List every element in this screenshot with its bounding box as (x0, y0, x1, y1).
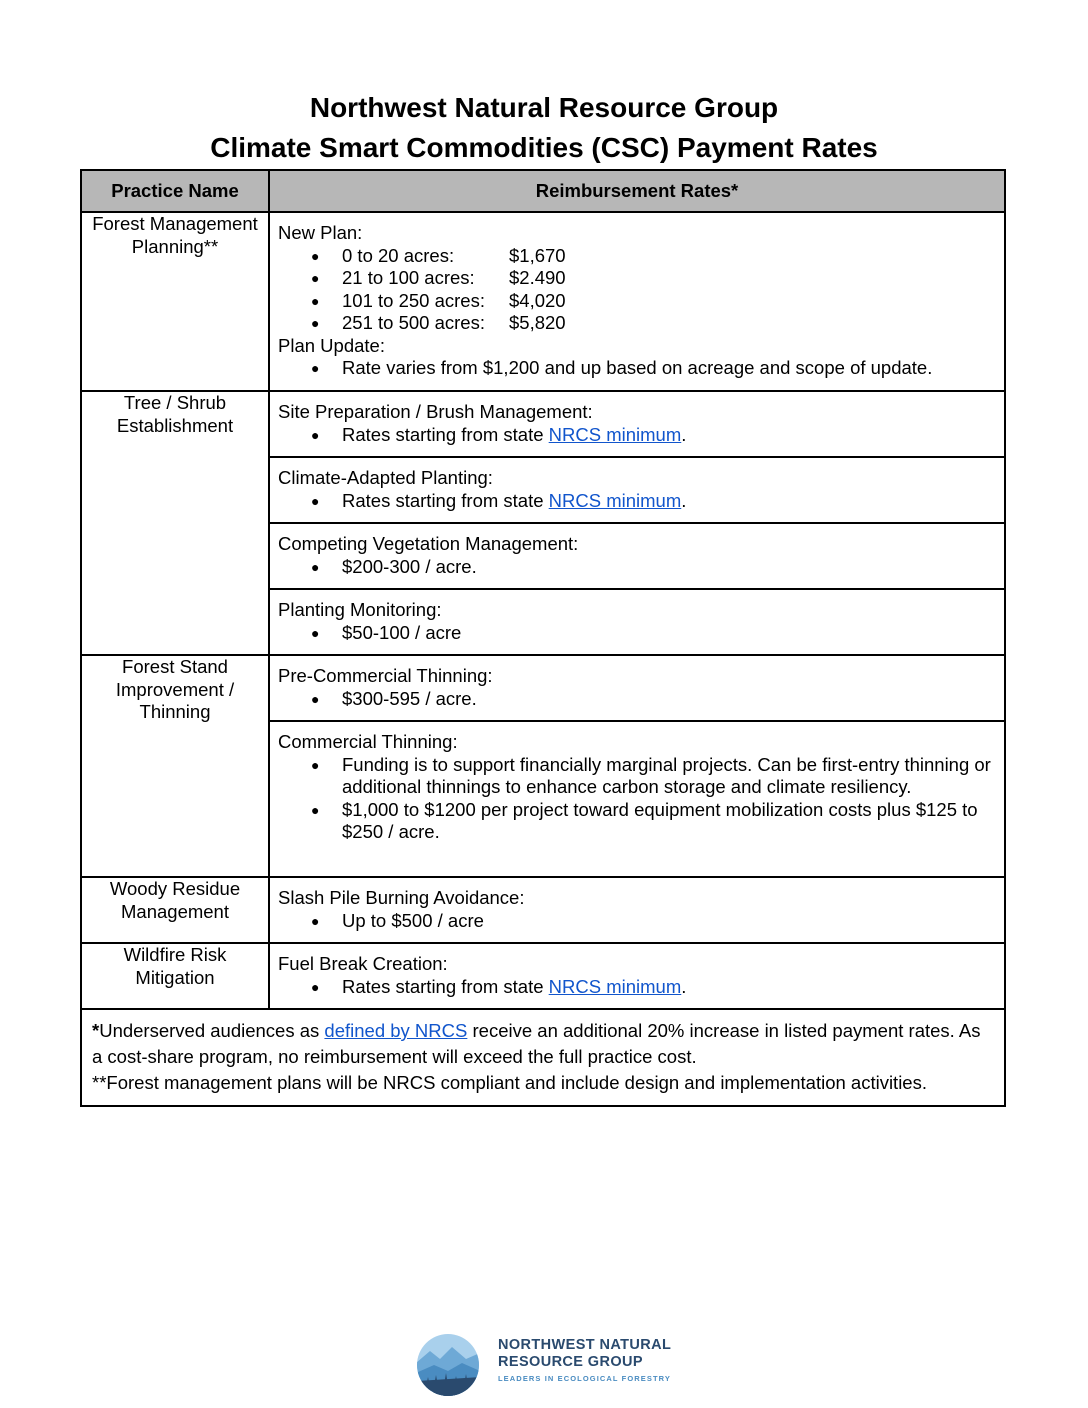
list-item: ● 21 to 100 acres: $2.490 (278, 267, 996, 290)
practice-woody-residue-management: Woody Residue Management (81, 877, 269, 943)
fuel-break-label: Fuel Break Creation: (278, 953, 448, 974)
list-item: ● Rates starting from state NRCS minimum. (278, 424, 996, 447)
nrcs-minimum-link[interactable]: NRCS minimum (548, 423, 682, 445)
forest-emblem-icon (416, 1333, 480, 1397)
rate-cell (269, 721, 1005, 877)
list-item: ● 0 to 20 acres: $1,670 (278, 245, 996, 268)
rate-cell (269, 943, 1005, 1009)
table-row (81, 212, 1005, 391)
table-row (81, 391, 1005, 457)
new-plan-tier-list (278, 245, 996, 335)
plan-update-label: Plan Update: (278, 334, 385, 356)
footnote-underserved: *Underserved audiences as defined by NRCS receive an additional 20% increase in listed payment rates. As a cost-share program, no reimbursement will exceed the full practice cost. (92, 1020, 981, 1067)
slash-pile-label: Slash Pile Burning Avoidance: (278, 887, 525, 908)
site-prep-label: Site Preparation / Brush Management: (278, 401, 593, 422)
practice-forest-management-planning: Forest Management Planning** (81, 212, 269, 391)
list-item: ● Rates starting from state NRCS minimum. (278, 976, 996, 999)
practice-name-header: Practice Name (81, 170, 269, 212)
document-title: Northwest Natural Resource Group (309, 92, 779, 123)
logo-name-line2: RESOURCE GROUP (498, 1354, 643, 1370)
rate-cell (269, 877, 1005, 943)
practice-tree-shrub-establishment: Tree / Shrub Establishment (81, 391, 269, 655)
footnote-row (81, 1009, 1005, 1106)
planting-monitoring-label: Planting Monitoring: (278, 599, 442, 620)
document-subtitle: Climate Smart Commodities (CSC) Payment Rates (210, 132, 878, 163)
list-item: ● Rate varies from $1,200 and up based on acreage and scope of update. (278, 357, 996, 380)
commercial-thinning-label: Commercial Thinning: (278, 731, 458, 752)
nrcs-minimum-link[interactable]: NRCS minimum (548, 489, 682, 511)
logo-tagline: LEADERS IN ECOLOGICAL FORESTRY (498, 1374, 672, 1383)
new-plan-label: New Plan: (278, 222, 363, 243)
table-header-row (81, 170, 1005, 212)
list-item: ● 251 to 500 acres: $5,820 (278, 312, 996, 335)
list-item: ● $300-595 / acre. (278, 688, 996, 711)
list-item: ● $1,000 to $1200 per project toward equipment mobilization costs plus $125 to $250 / acre. (278, 799, 996, 844)
table-row (81, 943, 1005, 1009)
rate-cell (269, 391, 1005, 457)
nnrg-logo (416, 1333, 676, 1399)
list-item: ● $50-100 / acre (278, 622, 996, 645)
rate-cell (269, 523, 1005, 589)
practice-forest-stand-improvement: Forest Stand Improvement / Thinning (81, 655, 269, 877)
climate-planting-label: Climate-Adapted Planting: (278, 467, 493, 488)
rate-cell (269, 655, 1005, 721)
rate-cell (269, 589, 1005, 655)
table-row (81, 877, 1005, 943)
competing-vegetation-label: Competing Vegetation Management: (278, 533, 579, 554)
precommercial-thinning-label: Pre-Commercial Thinning: (278, 665, 493, 686)
list-item: ● Funding is to support financially marginal projects. Can be first-entry thinning or additional thinnings to enhance carbon storage and climate resiliency. (278, 754, 996, 799)
list-item: ● 101 to 250 acres: $4,020 (278, 290, 996, 313)
footnote-cell (81, 1009, 1005, 1106)
nrcs-minimum-link[interactable]: NRCS minimum (548, 975, 682, 997)
list-item: ● Up to $500 / acre (278, 910, 996, 933)
reimbursement-rates-header: Reimbursement Rates* (269, 170, 1005, 212)
payment-rates-table (80, 169, 1006, 1107)
list-item: ● $200-300 / acre. (278, 556, 996, 579)
logo-name-line1: NORTHWEST NATURAL (498, 1337, 672, 1353)
list-item: ● Rates starting from state NRCS minimum. (278, 490, 996, 513)
rate-cell (269, 212, 1005, 391)
defined-by-nrcs-link[interactable]: defined by NRCS (324, 1020, 468, 1041)
practice-wildfire-risk-mitigation: Wildfire Risk Mitigation (81, 943, 269, 1009)
rate-cell (269, 457, 1005, 523)
table-row (81, 655, 1005, 721)
footnote-forest-plans: **Forest management plans will be NRCS compliant and include design and implementation activities. (92, 1072, 927, 1093)
